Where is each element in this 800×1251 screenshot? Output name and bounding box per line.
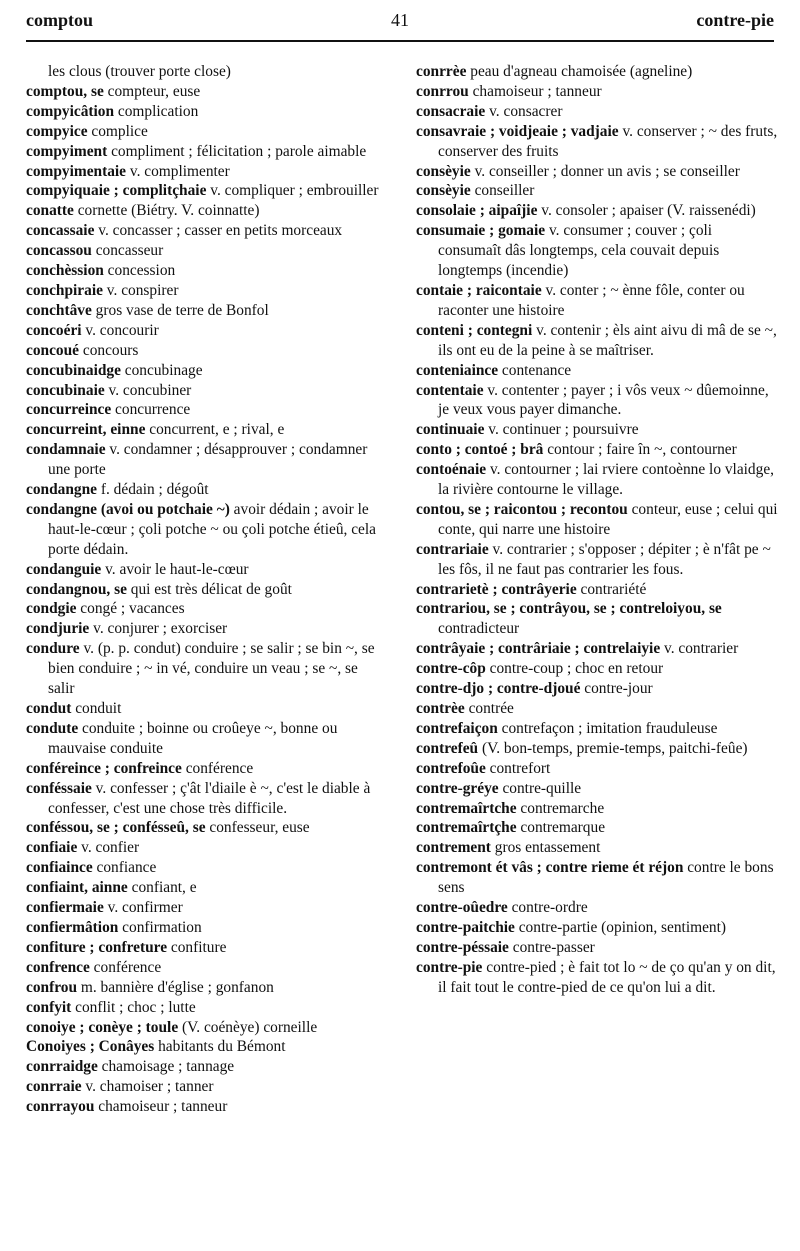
headword: concoéri xyxy=(26,321,82,339)
headword: contrefoûe xyxy=(416,759,486,777)
headword: compyimentaie xyxy=(26,162,127,180)
dictionary-entry xyxy=(26,301,388,321)
headword: contrèe xyxy=(416,700,465,717)
headword: contaie ; raicontaie xyxy=(416,281,542,299)
definition: v. contrarier ; s'opposer ; dépiter ; è n'fât pe ~ les fôs, il ne faut pas contrarier les fous. xyxy=(438,540,771,578)
headword: Conoiyes ; Conâyes xyxy=(26,1038,155,1056)
headword: conrraie xyxy=(26,1078,82,1096)
dictionary-entry xyxy=(26,560,388,580)
definition: confiance xyxy=(92,859,157,877)
dictionary-entry xyxy=(26,321,388,341)
definition: f. dédain ; dégoût xyxy=(97,481,209,499)
dictionary-entry xyxy=(416,420,778,440)
headword: concassaie xyxy=(26,222,95,240)
dictionary-entry xyxy=(26,1097,388,1117)
dictionary-entry xyxy=(416,361,778,381)
headword: compyiment xyxy=(26,142,108,160)
dictionary-entry xyxy=(416,321,778,361)
definition: contrefort xyxy=(485,759,551,777)
definition: v. conspirer xyxy=(102,281,179,299)
definition: contre-jour xyxy=(580,680,653,698)
dictionary-entry xyxy=(26,102,388,122)
headword: contrefeû xyxy=(416,739,479,757)
definition: confesseur, euse xyxy=(205,819,310,837)
headword: condgie xyxy=(26,600,77,618)
dictionary-entry xyxy=(26,1018,388,1038)
definition: contremarche xyxy=(516,799,605,817)
definition: v. avoir le haut-le-cœur xyxy=(101,560,249,578)
headword: condute xyxy=(26,719,79,737)
dictionary-entry xyxy=(416,639,778,659)
dictionary-entry xyxy=(416,759,778,779)
definition: contradicteur xyxy=(438,620,520,638)
definition: v. confier xyxy=(77,839,140,857)
dictionary-entry xyxy=(26,818,388,838)
definition: avoir dédain ; avoir le haut-le-cœur ; çoli potche ~ ou çoli potche étieû, cela porte dédain. xyxy=(48,500,376,558)
dictionary-entry xyxy=(416,500,778,540)
headword: conféssou, se ; conféssеû, se xyxy=(26,819,206,837)
dictionary-entry xyxy=(416,181,778,201)
headword: condangnou, se xyxy=(26,580,127,598)
headword: concurreince xyxy=(26,401,112,419)
headword: conchèssion xyxy=(26,262,104,280)
headword: contre-péssaie xyxy=(416,938,509,956)
headword: confrence xyxy=(26,958,90,976)
definition: v. contenir ; èls aint aivu di mâ de se ~, ils ont eu de la peine à se maîtriser. xyxy=(438,321,777,359)
definition: v. contenter ; payer ; i vôs veux ~ dûemoinne, je veux vous payer dimanche. xyxy=(438,381,769,419)
header-rule xyxy=(26,40,774,42)
definition: concession xyxy=(103,262,176,280)
headword: contremaîrtche xyxy=(416,799,517,817)
headword: continuaie xyxy=(416,421,485,439)
headword: condangne (avoi ou potchaie ~) xyxy=(26,500,230,518)
headword: contrariou, se ; contrâyou, se ; contreloiyou, se xyxy=(416,600,722,618)
definition: compteur, euse xyxy=(103,82,201,100)
headword: confiaie xyxy=(26,839,78,857)
definition: gros vase de terre de Bonfol xyxy=(91,301,269,319)
headword: consolaie ; aipaîjie xyxy=(416,202,538,220)
definition: v. confirmer xyxy=(103,899,183,917)
headword: confyit xyxy=(26,998,72,1016)
definition: concurrent, e ; rival, e xyxy=(145,421,285,439)
definition: conseiller xyxy=(470,182,535,200)
definition: confiant, e xyxy=(127,879,197,897)
dictionary-entry xyxy=(26,142,388,162)
dictionary-entry xyxy=(26,1037,388,1057)
dictionary-entry xyxy=(26,1057,388,1077)
definition: conférence xyxy=(89,958,162,976)
dictionary-entry xyxy=(26,779,388,819)
definition: v. confesser ; ç'ât l'diaile è ~, c'est le diable à confesser, c'est une chose très difficile. xyxy=(48,779,371,817)
headword: confiture ; confreture xyxy=(26,938,168,956)
headword: concassou xyxy=(26,242,92,260)
dictionary-entry xyxy=(416,122,778,162)
headword: contrâyaie ; contrâriaie ; contrelaiyie xyxy=(416,640,661,658)
definition: contenance xyxy=(498,361,572,379)
headword: conféssaie xyxy=(26,779,92,797)
dictionary-entry xyxy=(416,799,778,819)
definition: concasseur xyxy=(91,242,164,260)
headword: contremont ét vâs ; contre rieme ét réjon xyxy=(416,859,684,877)
headword: contentaie xyxy=(416,381,484,399)
dictionary-entry xyxy=(416,918,778,938)
headword: contre-côp xyxy=(416,660,486,678)
headword: condure xyxy=(26,640,80,658)
right-column xyxy=(416,62,778,998)
headword: contoénaie xyxy=(416,461,487,479)
dictionary-entry xyxy=(26,162,388,182)
definition: concours xyxy=(79,341,139,359)
definition: v. consoler ; apaiser (V. raissenédi) xyxy=(537,202,756,220)
dictionary-entry xyxy=(416,818,778,838)
definition: complice xyxy=(87,122,148,140)
dictionary-entry xyxy=(416,580,778,600)
definition: congé ; vacances xyxy=(76,600,185,618)
definition: v. complimenter xyxy=(126,162,230,180)
headword: contre-gréye xyxy=(416,779,499,797)
definition: conduite ; boinne ou croûeye ~, bonne ou mauvaise conduite xyxy=(48,719,338,757)
headword: contremaîrtçhe xyxy=(416,819,517,837)
definition: conteur, euse ; celui qui conte, qui narre une histoire xyxy=(438,500,778,538)
dictionary-entry xyxy=(416,898,778,918)
headword: contrariaie xyxy=(416,540,489,558)
headword: condangne xyxy=(26,481,97,499)
headword: conrrou xyxy=(416,82,469,100)
definition: v. concasser ; casser en petits morceaux xyxy=(94,222,343,240)
definition: v. continuer ; poursuivre xyxy=(484,421,639,439)
dictionary-entry xyxy=(416,381,778,421)
definition: concurrence xyxy=(111,401,191,419)
dictionary-entry xyxy=(416,102,778,122)
dictionary-entry xyxy=(416,838,778,858)
definition: contre-passer xyxy=(508,938,595,956)
headword: conféreince ; confreince xyxy=(26,759,182,777)
definition: contrée xyxy=(464,700,514,717)
headword: contre-oûedre xyxy=(416,899,508,917)
definition: contre-pied ; è fait tot lo ~ de ço qu'an y on dit, il fait tout le contre-pied de ce qu'on lui a dit. xyxy=(438,958,776,996)
headword: contrement xyxy=(416,839,491,857)
headword: comptou, se xyxy=(26,82,104,100)
dictionary-entry xyxy=(26,878,388,898)
dictionary-entry xyxy=(26,978,388,998)
dictionary-entry xyxy=(416,599,778,639)
headword: confiaint, ainne xyxy=(26,879,128,897)
headword: consumaie ; gomaie xyxy=(416,222,546,240)
dictionary-entry xyxy=(416,460,778,500)
headword: consacraie xyxy=(416,102,486,120)
definition: compliment ; félicitation ; parole aimable xyxy=(107,142,367,160)
headword: conatte xyxy=(26,202,74,220)
dictionary-entry xyxy=(26,281,388,301)
headword: concubinaidge xyxy=(26,361,121,379)
headword: confiermâtion xyxy=(26,918,119,936)
definition: gros entassement xyxy=(490,839,601,857)
definition: conduit xyxy=(71,700,122,717)
dictionary-entry xyxy=(26,241,388,261)
headword: contrarietè ; contrâyerie xyxy=(416,580,577,598)
dictionary-entry xyxy=(416,858,778,898)
headword: contrefaiçon xyxy=(416,719,498,737)
header-last-word: contre-pie xyxy=(696,10,774,30)
dictionary-entry xyxy=(26,82,388,102)
definition: v. concourir xyxy=(81,321,159,339)
dictionary-entry xyxy=(26,381,388,401)
headword: concurreint, einne xyxy=(26,421,146,439)
page-header xyxy=(26,10,774,36)
dictionary-entry xyxy=(26,420,388,440)
dictionary-entry xyxy=(26,122,388,142)
definition: contre-ordre xyxy=(507,899,588,917)
dictionary-entry xyxy=(416,162,778,182)
definition: v. concubiner xyxy=(104,381,192,399)
definition: v. consumer ; couver ; çoli consumaît dâs longtemps, cela couvait depuis longtemps (incendie) xyxy=(438,222,720,280)
definition: (V. coénèye) corneille xyxy=(178,1018,318,1036)
dictionary-entry xyxy=(26,580,388,600)
headword: contre-paitchie xyxy=(416,918,515,936)
definition: contre-partie (opinion, sentiment) xyxy=(514,918,727,936)
definition: contrefaçon ; imitation frauduleuse xyxy=(497,719,718,737)
headword: contre-pie xyxy=(416,958,483,976)
headword: confrou xyxy=(26,978,78,996)
headword: conteni ; contegni xyxy=(416,321,533,339)
definition: v. conseiller ; donner un avis ; se conseiller xyxy=(470,162,740,180)
dictionary-entry xyxy=(26,261,388,281)
headword: compyiquaie ; complitçhaie xyxy=(26,182,207,200)
dictionary-entry xyxy=(26,858,388,878)
definition: habitants du Bémont xyxy=(154,1038,286,1056)
page-number: 41 xyxy=(391,10,409,30)
dictionary-entry xyxy=(26,938,388,958)
headword: consèyie xyxy=(416,182,471,200)
dictionary-entry xyxy=(416,540,778,580)
definition: peau d'agneau chamoisée (agneline) xyxy=(466,63,693,80)
continuation-text: les clous (trouver porte close) xyxy=(48,63,231,80)
dictionary-entry xyxy=(26,181,388,201)
definition: chamoisage ; tannage xyxy=(97,1058,235,1076)
dictionary-entry xyxy=(26,918,388,938)
headword: consavraie ; voidjeaie ; vadjaie xyxy=(416,122,619,140)
headword: concoué xyxy=(26,341,80,359)
dictionary-entry xyxy=(26,639,388,699)
headword: conrrèe xyxy=(416,63,467,80)
headword: confiermaie xyxy=(26,899,104,917)
headword: compyicâtion xyxy=(26,102,115,120)
headword: conteniaince xyxy=(416,361,499,379)
headword: conrrayou xyxy=(26,1098,95,1116)
dictionary-entry xyxy=(416,659,778,679)
dictionary-entry xyxy=(416,719,778,739)
definition: v. consacrer xyxy=(485,102,563,120)
definition: contremarque xyxy=(516,819,606,837)
definition: m. bannière d'église ; gonfanon xyxy=(77,978,274,996)
headword: condjurie xyxy=(26,620,90,638)
dictionary-entry xyxy=(26,619,388,639)
dictionary-entry xyxy=(26,719,388,759)
dictionary-entry xyxy=(26,480,388,500)
dictionary-entry xyxy=(416,739,778,759)
definition: confirmation xyxy=(118,918,202,936)
headword: compyice xyxy=(26,122,88,140)
definition: concubinage xyxy=(120,361,203,379)
headword: conchpiraie xyxy=(26,281,103,299)
dictionary-entry xyxy=(416,440,778,460)
dictionary-entry xyxy=(26,201,388,221)
dictionary-entry xyxy=(416,82,778,102)
definition: v. condamner ; désapprouver ; condamner une porte xyxy=(48,441,368,479)
headword: confiaince xyxy=(26,859,93,877)
definition: contre le bons sens xyxy=(438,859,774,897)
definition: qui est très délicat de goût xyxy=(126,580,292,598)
dictionary-entry xyxy=(26,400,388,420)
definition: contrariété xyxy=(576,580,647,598)
definition: v. contourner ; lai rviere contoènne lo vlaidge, la rivière contourne le village. xyxy=(438,461,775,499)
headword: contre-djo ; contre-djoué xyxy=(416,680,581,698)
dictionary-entry xyxy=(26,958,388,978)
definition: cornette (Biétry. V. coinnatte) xyxy=(73,202,260,220)
dictionary-entry xyxy=(26,500,388,560)
dictionary-entry xyxy=(26,440,388,480)
definition: v. compliquer ; embrouiller xyxy=(206,182,379,200)
headword: condut xyxy=(26,700,72,717)
dictionary-entry xyxy=(26,599,388,619)
dictionary-entry xyxy=(26,361,388,381)
definition: contre-quille xyxy=(498,779,582,797)
dictionary-entry xyxy=(26,759,388,779)
definition: confiture xyxy=(167,938,227,956)
dictionary-entry xyxy=(416,679,778,699)
definition: contre-coup ; choc en retour xyxy=(485,660,664,678)
dictionary-entry xyxy=(26,341,388,361)
definition: v. chamoiser ; tanner xyxy=(81,1078,214,1096)
headword: condamnaie xyxy=(26,441,106,459)
dictionary-entry xyxy=(26,1077,388,1097)
definition: v. conserver ; ~ des fruts, conserver des fruits xyxy=(438,122,778,160)
definition: complication xyxy=(114,102,199,120)
dictionary-entry xyxy=(416,62,778,82)
dictionary-entry xyxy=(26,898,388,918)
dictionary-entry xyxy=(416,221,778,281)
headword: concubinaie xyxy=(26,381,105,399)
definition: v. conter ; ~ ènne fôle, conter ou raconter une histoire xyxy=(438,281,745,319)
definition: v. contrarier xyxy=(660,640,739,658)
dictionary-entry xyxy=(416,281,778,321)
definition: v. (p. p. condut) conduire ; se salir ; se bin ~, se bien conduire ; ~ in vé, conduire un veau ; se ~, se salir xyxy=(48,640,375,698)
dictionary-entry xyxy=(416,779,778,799)
definition: (V. bon-temps, premie-temps, paitchi-feûe) xyxy=(478,739,748,757)
headword: conrraidge xyxy=(26,1058,98,1076)
headword: conchtâve xyxy=(26,301,92,319)
dictionary-entry xyxy=(26,221,388,241)
dictionary-entry xyxy=(416,201,778,221)
headword: conoiye ; conèye ; toule xyxy=(26,1018,179,1036)
dictionary-entry xyxy=(26,699,388,719)
dictionary-entry xyxy=(416,699,778,719)
header-first-word: comptou xyxy=(26,10,93,30)
headword: consèyie xyxy=(416,162,471,180)
definition: chamoiseur ; tanneur xyxy=(468,82,602,100)
dictionary-entry xyxy=(416,938,778,958)
headword: contou, se ; raicontou ; recontou xyxy=(416,500,628,518)
dictionary-entry xyxy=(26,838,388,858)
definition: chamoiseur ; tanneur xyxy=(94,1098,228,1116)
definition: v. conjurer ; exorciser xyxy=(89,620,228,638)
definition: conflit ; choc ; lutte xyxy=(71,998,196,1016)
dictionary-entry xyxy=(26,998,388,1018)
definition: conférence xyxy=(181,759,254,777)
headword: conto ; contoé ; brâ xyxy=(416,441,544,459)
definition: contour ; faire în ~, contourner xyxy=(543,441,737,459)
headword: condanguie xyxy=(26,560,102,578)
dictionary-entry xyxy=(416,958,778,998)
left-column xyxy=(26,62,388,1117)
